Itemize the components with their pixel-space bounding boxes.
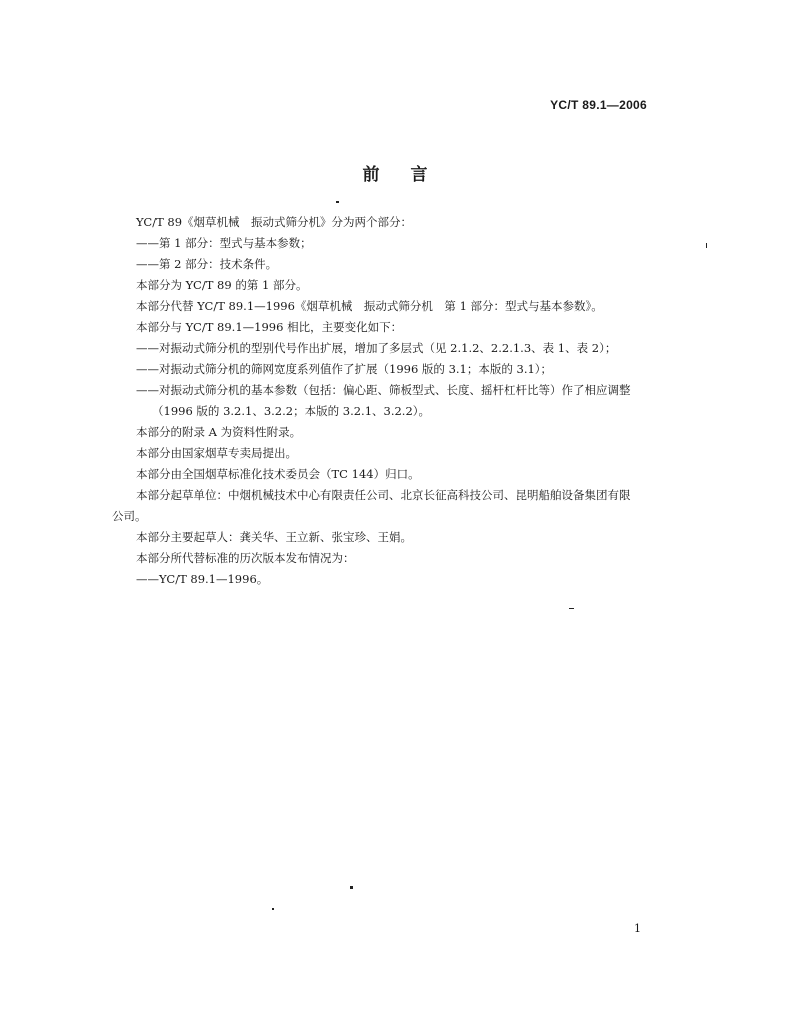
list-item: ——第 2 部分：技术条件。: [136, 257, 278, 271]
list-item: ——第 1 部分：型式与基本参数；: [136, 236, 312, 250]
list-item-continuation: （1996 版的 3.2.1、3.2.2；本版的 3.2.1、3.2.2）。: [152, 404, 431, 418]
paragraph: 本部分代替 YC/T 89.1—1996《烟草机械 振动式筛分机 第 1 部分：型式与基本参数》。: [136, 299, 603, 313]
standard-code: YC/T 89.1—2006: [550, 98, 647, 112]
list-item: ——对振动式筛分机的基本参数（包括：偏心距、筛板型式、长度、摇杆杠杆比等）作了相应调整: [136, 383, 631, 397]
paragraph: YC/T 89《烟草机械 振动式筛分机》分为两个部分：: [136, 215, 413, 229]
paragraph-continuation: 公司。: [112, 509, 147, 523]
paragraph: 本部分所代替标准的历次版本发布情况为：: [136, 551, 355, 565]
scan-speck: [569, 608, 574, 609]
foreword-body: [112, 212, 662, 590]
scan-speck: [336, 201, 339, 203]
page-title: [0, 160, 791, 185]
paragraph: 本部分起草单位：中烟机械技术中心有限责任公司、北京长征高科技公司、昆明船舶设备集团有限: [136, 488, 631, 502]
paragraph: 本部分由国家烟草专卖局提出。: [136, 446, 297, 460]
paragraph: 本部分的附录 A 为资料性附录。: [136, 425, 302, 439]
scan-speck: [272, 908, 274, 910]
paragraph: 本部分主要起草人：龚关华、王立新、张宝珍、王娟。: [136, 530, 412, 544]
paragraph: 本部分与 YC/T 89.1—1996 相比，主要变化如下：: [136, 320, 403, 334]
page-number: 1: [634, 922, 641, 935]
list-item: ——对振动式筛分机的型别代号作出扩展，增加了多层式（见 2.1.2、2.2.1.3、表 1、表 2）；: [136, 341, 617, 355]
list-item: ——对振动式筛分机的筛网宽度系列值作了扩展（1996 版的 3.1；本版的 3.1）；: [136, 362, 553, 376]
list-item: ——YC/T 89.1—1996。: [136, 572, 269, 586]
paragraph: 本部分为 YC/T 89 的第 1 部分。: [136, 278, 308, 292]
scan-speck: [706, 243, 707, 248]
title-char-1: 前: [362, 165, 381, 185]
title-char-2: 言: [410, 165, 429, 185]
scan-speck: [350, 886, 353, 889]
paragraph: 本部分由全国烟草标准化技术委员会（TC 144）归口。: [136, 467, 420, 481]
